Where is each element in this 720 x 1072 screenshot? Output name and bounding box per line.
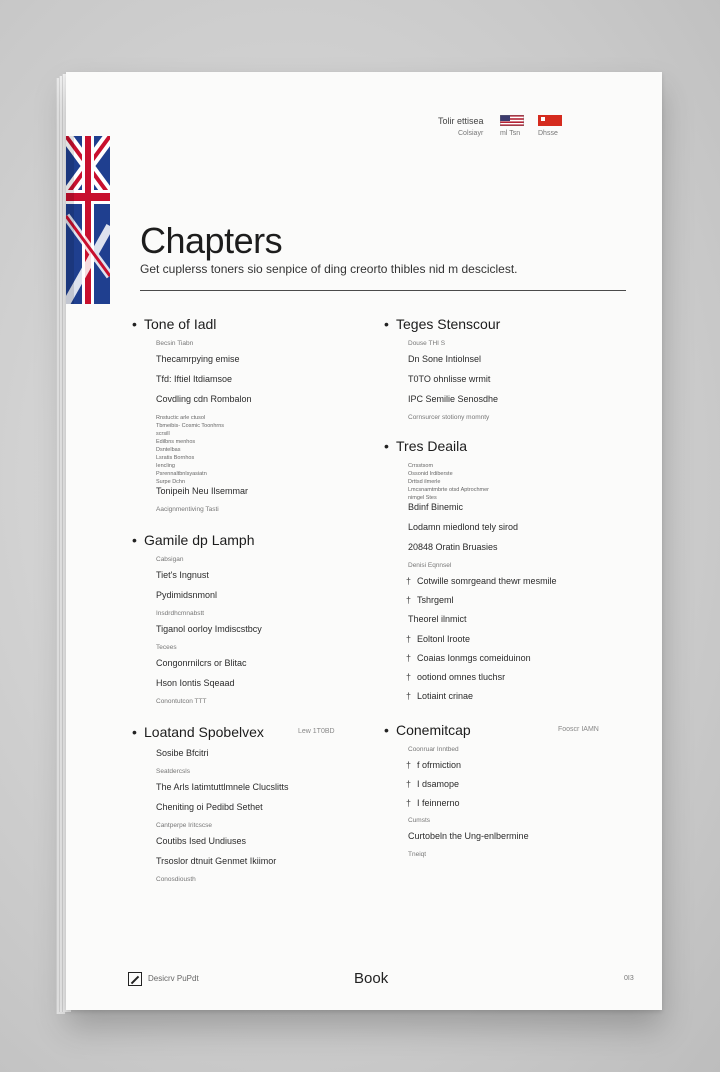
chapter-entry[interactable]: Tfd: Iftiel Itdiamsoe (156, 374, 233, 384)
union-flag-ribbon-icon (66, 136, 110, 304)
chapter-section (132, 316, 374, 520)
right-chapter-column (384, 316, 626, 865)
bullet-icon: • (384, 316, 389, 332)
chapter-entry[interactable]: Coonruar Inntbed (408, 746, 459, 753)
chapter-entry[interactable]: Tecees (156, 644, 177, 651)
chapter-entry[interactable]: Tiganol oorloy Imdiscstbcy (156, 624, 262, 634)
chapter-heading[interactable] (384, 316, 626, 332)
chapter-entry[interactable]: Covdling cdn Rombalon (156, 394, 252, 404)
book-page (66, 72, 662, 1010)
footer-book-label: Book (354, 970, 389, 987)
chapter-entry[interactable]: Becsin Tiabn (156, 340, 194, 347)
chapter-heading[interactable] (132, 724, 374, 740)
chapter-entry[interactable]: † ootiond omnes tluchsr (408, 672, 626, 691)
chapter-heading[interactable] (384, 438, 626, 454)
chapter-entry[interactable]: † f ofrmiction (408, 760, 626, 779)
chapter-entry[interactable]: Lsratis Bornhos (156, 455, 195, 461)
chapter-entry[interactable]: Tonipeih Neu Ilsemmar (156, 486, 249, 496)
chapter-section (384, 316, 626, 428)
bullet-icon: • (384, 438, 389, 454)
header-language-block (434, 114, 614, 144)
chapter-heading[interactable] (132, 532, 374, 548)
page-subtitle: Get cuplerss toners sio senpice of ding creorto thibles nid m desciclest. (140, 262, 518, 276)
chapter-entry[interactable]: Surpe Dchn (156, 479, 186, 485)
bullet-icon: • (132, 316, 137, 332)
chapter-entry[interactable]: † Lotiaint crinae (408, 691, 626, 710)
chapter-entry[interactable]: Lodamn miedlond tely sirod (408, 522, 519, 532)
chapter-title: Gamile dp Lamph (144, 532, 255, 548)
chapter-entry[interactable]: Seatdercsls (156, 768, 190, 775)
us-flag-icon (500, 115, 524, 126)
chapter-entry[interactable]: Lmcsnamtmbrte otsd Aptrochmer (408, 487, 490, 493)
chapter-entry[interactable]: Dsntelbas (156, 447, 181, 453)
bullet-icon: • (384, 722, 389, 738)
checkbox-logo-icon (128, 972, 142, 986)
chapter-entry[interactable]: Cabsigan (156, 556, 184, 563)
chapter-entry[interactable]: Sosibe Bfcitri (156, 748, 209, 758)
book-page-stack (56, 72, 662, 1012)
chapter-entry[interactable]: Bdinf Binemic (408, 502, 464, 512)
chapter-entry[interactable]: Edilbns menhos (156, 439, 196, 445)
chapter-entry[interactable]: † I dsamope (408, 779, 626, 798)
chapter-heading[interactable] (132, 316, 374, 332)
chapter-entry[interactable]: Conosdiousth (156, 876, 196, 883)
chapter-entry[interactable]: Cumsts (408, 817, 431, 824)
chapter-entry[interactable]: Cantperpe Iritcscse (156, 822, 212, 829)
page-number: 0I3 (624, 975, 634, 982)
chapter-entry[interactable]: Cheniting oi Pedibd Sethet (156, 802, 263, 812)
chapter-entry[interactable]: Insdrdhcmnabstt (156, 610, 205, 617)
header-label-right: Dhsse (538, 130, 558, 137)
chapter-entry[interactable]: Hson Iontis Sqeaad (156, 678, 235, 688)
chapter-entry[interactable]: Tbmeibis- Cosmic Toonhrns (156, 423, 225, 429)
chapter-entry[interactable]: T0TO ohnlisse wrmit (408, 374, 491, 384)
chapter-entry[interactable]: Rnstuctic arle ctusol (156, 415, 206, 421)
chapter-title: Loatand Spobelvex (144, 724, 264, 740)
chapter-note: Fooscr IAMN (558, 726, 599, 733)
chapter-entry[interactable]: Drttsd ilmerle (408, 479, 441, 485)
footer-left-label: Desicrv PuPdt (148, 974, 199, 983)
chapter-entry[interactable]: 20848 Oratin Bruasies (408, 542, 498, 552)
chapter-entry[interactable]: Curtobeln the Ung-enlbermine (408, 831, 529, 841)
chapter-section (384, 438, 626, 710)
chapter-entry[interactable]: † I feinnerno (408, 798, 626, 817)
chapter-entry[interactable]: Congonrnilcrs or Blitac (156, 658, 247, 668)
header-label-left: Colsiayr (458, 130, 484, 137)
left-chapter-column (132, 316, 374, 890)
chapter-entry[interactable]: Trsoslor dtnuit Genmet Ikiimor (156, 856, 277, 866)
chapter-entry[interactable]: † Eoltonl Iroote (408, 634, 626, 653)
header-top-label: Tolir ettisea (438, 116, 484, 126)
chapter-entry[interactable]: † Tshrgeml (408, 595, 626, 614)
chapter-entry[interactable]: Conontutcon TTT (156, 698, 207, 705)
header-label-mid: ml Tsn (500, 130, 521, 137)
chapter-entry[interactable]: Dn Sone Intiolnsel (408, 354, 482, 364)
chapter-entry[interactable]: Aacignmentiving Tasti (156, 506, 219, 513)
chapter-title: Tres Deaila (396, 438, 468, 454)
chapter-section (132, 532, 374, 712)
title-divider (140, 290, 626, 291)
chapter-entry[interactable]: scrsill (156, 431, 170, 437)
chapter-entry[interactable]: Cornsurcer stotiony momnty (408, 414, 490, 421)
chapter-section (132, 724, 374, 890)
chapter-title: Tone of Iadl (144, 316, 217, 332)
chapter-entry[interactable]: Tneiqt (408, 851, 427, 858)
page-title: Chapters (140, 220, 283, 261)
chapter-entry[interactable]: The Arls Iatimtuttlmnele Clucslitts (156, 782, 289, 792)
chapter-entry[interactable]: Denisi Eqnnsel (408, 562, 452, 569)
chapter-entry[interactable]: Theorel ilnmict (408, 614, 467, 624)
chapter-entry[interactable]: nimgel Stes (408, 495, 437, 501)
chapter-entry[interactable]: Tiet's Ingnust (156, 570, 209, 580)
chapter-entry[interactable]: Psrennaltbnlsyasiatn (156, 471, 207, 477)
chapter-title: Teges Stenscour (396, 316, 501, 332)
bullet-icon: • (132, 532, 137, 548)
red-flag-icon (538, 115, 562, 126)
chapter-entry[interactable]: Pydimidsnmonl (156, 590, 218, 600)
chapter-entry[interactable]: IPC Semilie Senosdhe (408, 394, 499, 404)
chapter-entry[interactable]: Coutibs Ised Undiuses (156, 836, 247, 846)
chapter-entry[interactable]: Ossonid Irdiberste (408, 471, 453, 477)
chapter-entry[interactable]: Iencling (156, 463, 175, 469)
chapter-note: Lew 1T0BD (298, 728, 335, 735)
chapter-section (384, 722, 626, 865)
chapter-entry[interactable]: † Coaias Ionmgs comeiduinon (408, 653, 626, 672)
chapter-entry[interactable]: Thecamrpying emise (156, 354, 240, 364)
bullet-icon: • (132, 724, 137, 740)
chapter-entry[interactable]: Douse THI S (408, 340, 446, 347)
chapter-entry[interactable]: Crrsstsom (408, 463, 434, 469)
chapter-title: Conemitcap (396, 722, 471, 738)
chapter-heading[interactable] (384, 722, 626, 738)
chapter-entry[interactable]: † Cotwille somrgeand thewr mesmile (408, 576, 626, 595)
